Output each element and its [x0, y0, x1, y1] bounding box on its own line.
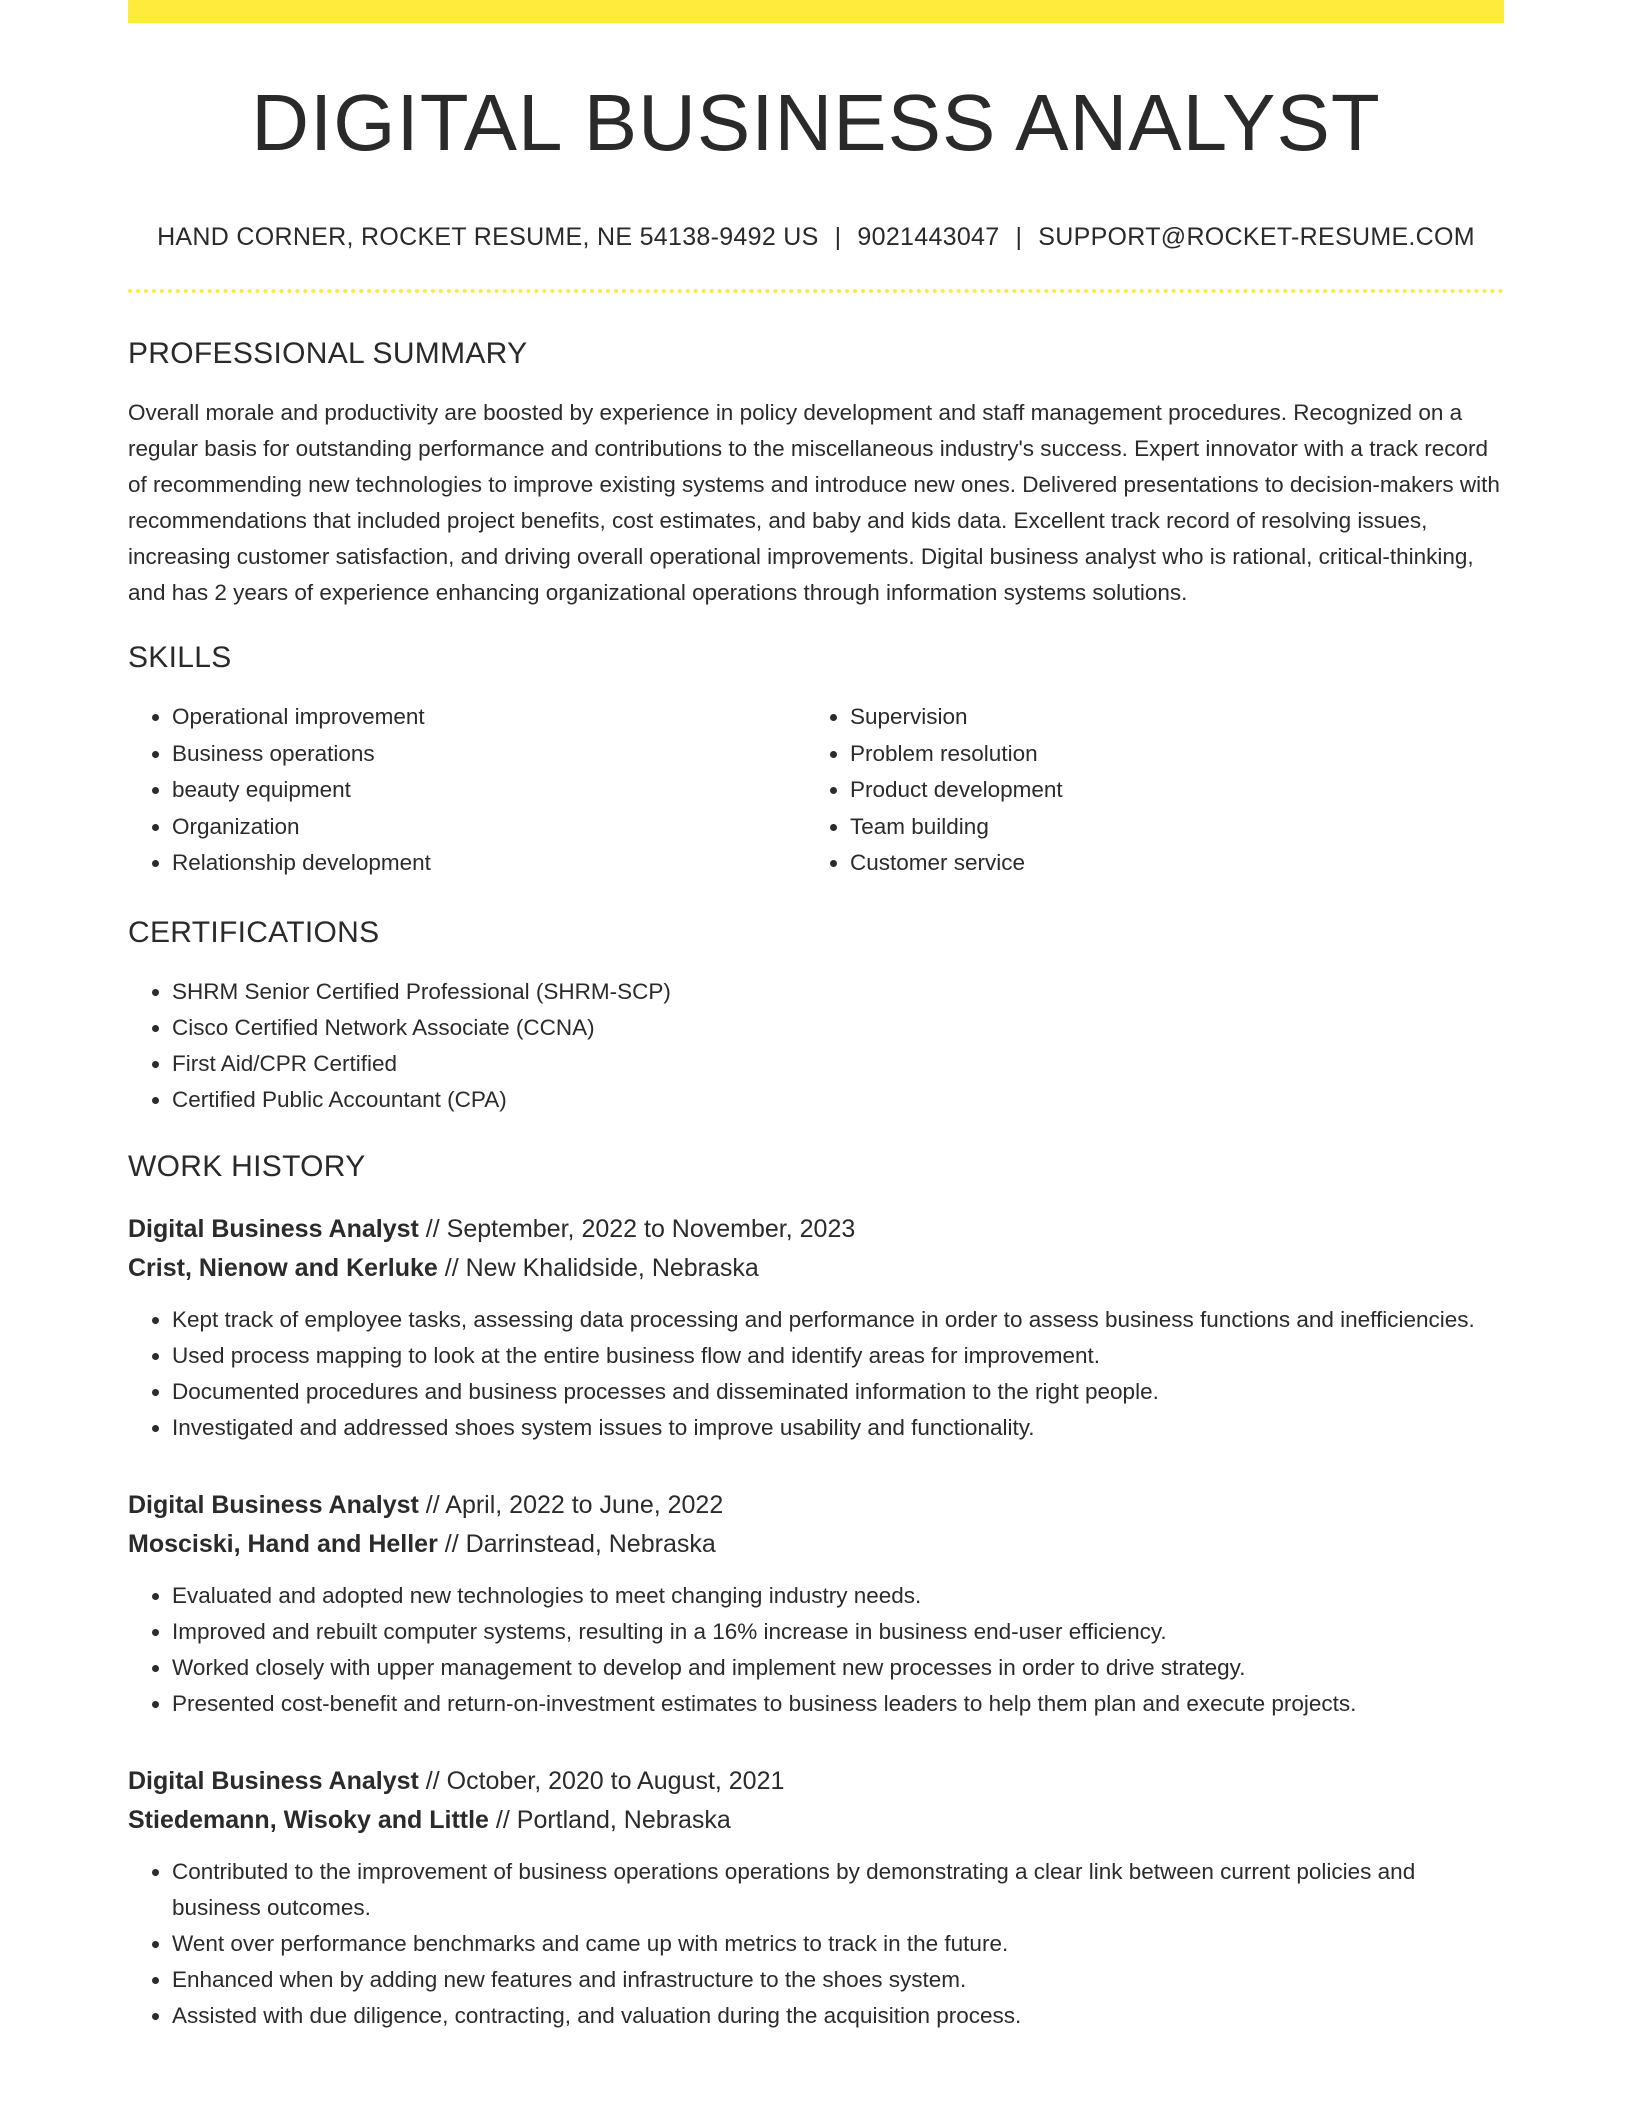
job-entry: [128, 1762, 1504, 2034]
job-divider: //: [425, 1490, 440, 1519]
job-divider: //: [444, 1529, 459, 1558]
job-title: Digital Business Analyst: [128, 1214, 419, 1243]
job-title: Digital Business Analyst: [128, 1490, 419, 1519]
skill-item: • Product development: [850, 772, 1484, 809]
job-bullet: • Presented cost-benefit and return-on-investment estimates to business leaders to help them plan and execute projects.: [172, 1686, 1504, 1722]
skill-item: • Problem resolution: [850, 736, 1484, 773]
resume-page: [128, 0, 1504, 2034]
skills-heading: SKILLS: [128, 641, 232, 674]
contact-line: [128, 222, 1504, 252]
job-bullet: • Improved and rebuilt computer systems, resulting in a 16% increase in business end-user efficiency.: [172, 1614, 1504, 1650]
skills-right-list: [806, 699, 1484, 882]
job-bullet: • Documented procedures and business processes and disseminated information to the right people.: [172, 1374, 1504, 1410]
job-bullet: • Evaluated and adopted new technologies to meet changing industry needs.: [172, 1578, 1504, 1614]
skill-item: • Supervision: [850, 699, 1484, 736]
summary-text: Overall morale and productivity are boosted by experience in policy development and staff management procedures. Recognized on a regular basis for outstanding performance and contributions to the miscellaneous industry's success. Expert innovator with a track record of recommending new technologies to improve existing systems and introduce new ones. Delivered presentations to decision-makers with recommendations that included project benefits, cost estimates, and baby and kids data. Excellent track record of resolving issues, increasing customer satisfaction, and driving overall operational improvements. Digital business analyst who is rational, critical-thinking, and has 2 years of experience enhancing organizational operations through information systems solutions.: [128, 400, 1500, 605]
certifications-list: [128, 974, 1504, 1118]
job-bullet: • Investigated and addressed shoes system issues to improve usability and functionality.: [172, 1410, 1504, 1446]
skill-item: • Customer service: [850, 845, 1484, 882]
dotted-divider: [128, 289, 1504, 293]
skill-item: • Organization: [172, 809, 806, 846]
contact-phone: 9021443047: [857, 223, 1000, 251]
job-dates: April, 2022 to June, 2022: [445, 1490, 724, 1519]
job-bullet: • Assisted with due diligence, contracting, and valuation during the acquisition process.: [172, 1998, 1504, 2034]
job-title-line: [128, 1762, 1504, 1801]
job-bullet: • Used process mapping to look at the entire business flow and identify areas for improvement.: [172, 1338, 1504, 1374]
job-company: Stiedemann, Wisoky and Little: [128, 1805, 489, 1834]
skill-item: • Operational improvement: [172, 699, 806, 736]
work-history-heading: WORK HISTORY: [128, 1149, 366, 1183]
skill-item: • beauty equipment: [172, 772, 806, 809]
accent-top-bar: [128, 0, 1504, 23]
skill-item: • Team building: [850, 809, 1484, 846]
job-company-line: [128, 1801, 1504, 1840]
job-title-line: [128, 1210, 1504, 1249]
job-dates: October, 2020 to August, 2021: [446, 1766, 785, 1795]
job-location: New Khalidside, Nebraska: [465, 1253, 759, 1282]
contact-email: SUPPORT@ROCKET-RESUME.COM: [1038, 223, 1475, 251]
certifications-heading: CERTIFICATIONS: [128, 915, 380, 949]
job-divider: //: [425, 1766, 440, 1795]
certification-item: • SHRM Senior Certified Professional (SHRM-SCP): [172, 974, 1504, 1010]
job-divider: //: [425, 1214, 440, 1243]
job-company-line: [128, 1525, 1504, 1564]
job-title-line: [128, 1486, 1504, 1525]
certification-item: • First Aid/CPR Certified: [172, 1046, 1504, 1082]
job-entry: [128, 1210, 1504, 1446]
job-location: Darrinstead, Nebraska: [465, 1529, 716, 1558]
job-company: Crist, Nienow and Kerluke: [128, 1253, 438, 1282]
job-bullet: • Worked closely with upper management to develop and implement new processes in order to drive strategy.: [172, 1650, 1504, 1686]
contact-separator: |: [1015, 223, 1023, 251]
job-bullet: • Enhanced when by adding new features and infrastructure to the shoes system.: [172, 1962, 1504, 1998]
contact-separator: |: [834, 223, 842, 251]
skills-left-list: [128, 699, 806, 882]
job-title: Digital Business Analyst: [128, 1766, 419, 1795]
job-bullets: [128, 1302, 1504, 1446]
job-bullet: • Contributed to the improvement of business operations operations by demonstrating a clear link between current policies and business outcomes.: [172, 1854, 1504, 1926]
job-bullet: • Went over performance benchmarks and came up with metrics to track in the future.: [172, 1926, 1504, 1962]
job-divider: //: [444, 1253, 459, 1282]
job-location: Portland, Nebraska: [516, 1805, 731, 1834]
job-bullets: [128, 1578, 1504, 1722]
job-entry: [128, 1486, 1504, 1722]
certification-item: • Certified Public Accountant (CPA): [172, 1082, 1504, 1118]
skills-columns: [128, 699, 1504, 882]
skill-item: • Business operations: [172, 736, 806, 773]
job-bullet: • Kept track of employee tasks, assessing data processing and performance in order to assess business functions and inefficiencies.: [172, 1302, 1504, 1338]
contact-address: HAND CORNER, ROCKET RESUME, NE 54138-9492 US: [157, 223, 819, 251]
certification-item: • Cisco Certified Network Associate (CCNA): [172, 1010, 1504, 1046]
job-bullets: [128, 1854, 1504, 2034]
job-dates: September, 2022 to November, 2023: [446, 1214, 856, 1243]
job-divider: //: [495, 1805, 510, 1834]
job-company-line: [128, 1249, 1504, 1288]
summary-heading: PROFESSIONAL SUMMARY: [128, 337, 528, 370]
skill-item: • Relationship development: [172, 845, 806, 882]
resume-title: DIGITAL BUSINESS ANALYST: [251, 78, 1381, 167]
job-company: Mosciski, Hand and Heller: [128, 1529, 438, 1558]
